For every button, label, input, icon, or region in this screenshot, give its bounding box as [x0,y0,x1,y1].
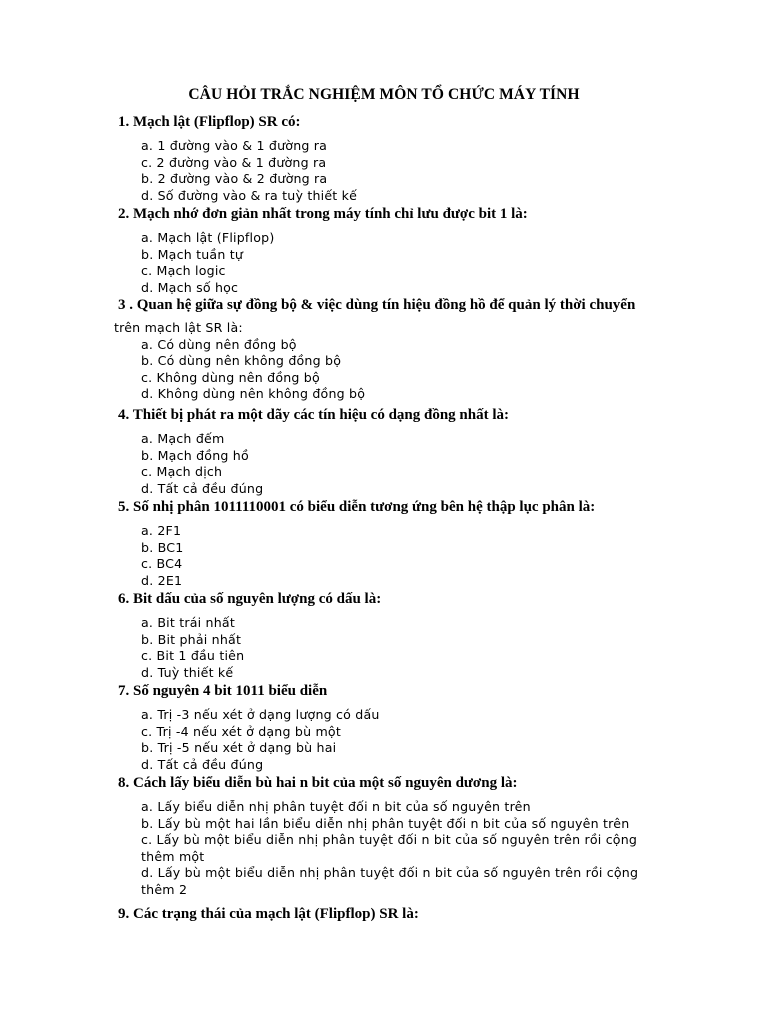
answer-option: b. Mạch đồng hồ [141,447,249,463]
answer-option: d. 2E1 [141,572,183,588]
question-continuation: trên mạch lật SR là: [114,320,243,335]
answer-option: c. Không dùng nên đồng bộ [141,369,320,385]
answer-option: d. Không dùng nên không đồng bộ [141,386,366,402]
answer-option: c. Trị -4 nếu xét ở dạng bù một [141,723,341,739]
answer-option: b. Lấy bù một hai lần biểu diễn nhị phân tuyệt đối n bit của số nguyên trên [141,815,630,831]
question-text: 6. Bit dấu của số nguyên lượng có dấu là: [118,591,382,607]
question-text: 4. Thiết bị phát ra một dãy các tín hiệu có dạng đồng nhất là: [118,407,510,423]
answer-option: a. 1 đường vào & 1 đường ra [141,138,328,153]
answer-option: d. Lấy bù một biểu diễn nhị phân tuyệt đối n bit của số nguyên trên rồi cộng thêm 2 [141,865,639,897]
question-1 [0,113,768,204]
question-text: 9. Các trạng thái của mạch lật (Flipflop) SR là: [118,906,419,922]
answer-option: a. 2F1 [141,523,182,538]
answer-option: b. Mạch tuần tự [141,246,244,262]
answer-option: d. Mạch số học [141,279,239,295]
question-text: 5. Số nhị phân 1011110001 có biểu diễn tương ứng bên hệ thập lục phân là: [118,499,596,515]
answer-option: b. Trị -5 nếu xét ở dạng bù hai [141,740,337,756]
question-text: 1. Mạch lật (Flipflop) SR có: [118,114,301,130]
answer-option: c. Mạch logic [141,263,226,279]
answer-option: b. BC1 [141,539,184,555]
document-title: CÂU HỎI TRẮC NGHIỆM MÔN TỔ CHỨC MÁY TÍNH [188,86,580,103]
question-5 [0,498,768,589]
answer-option: d. Số đường vào & ra tuỳ thiết kế [141,187,358,203]
answer-option: b. Bit phải nhất [141,631,242,647]
question-6 [0,590,768,681]
answer-option: c. BC4 [141,556,183,572]
question-3 [0,296,768,403]
question-text: 7. Số nguyên 4 bit 1011 biểu diễn [118,683,328,699]
question-text: 8. Cách lấy biểu diễn bù hai n bit của một số nguyên dương là: [118,775,518,791]
answer-option: c. 2 đường vào & 1 đường ra [141,154,327,170]
question-text: 3 . Quan hệ giữa sự đồng bộ & việc dùng tín hiệu đồng hồ để quản lý thời chuyển [118,297,636,313]
answer-option: b. 2 đường vào & 2 đường ra [141,171,328,187]
answer-option: b. Có dùng nên không đồng bộ [141,353,342,369]
answer-option: a. Lấy biểu diễn nhị phân tuyệt đối n bit của số nguyên trên [141,799,531,814]
answer-option: d. Tuỳ thiết kế [141,664,234,680]
question-8 [0,774,768,899]
answer-option: a. Mạch đếm [141,431,225,446]
answer-option: c. Lấy bù một biểu diễn nhị phân tuyệt đối n bit của số nguyên trên rồi cộng thêm một [141,832,638,864]
question-text: 2. Mạch nhớ đơn giản nhất trong máy tính chỉ lưu được bit 1 là: [118,206,528,222]
answer-option: d. Tất cả đều đúng [141,480,264,496]
question-4 [0,406,768,497]
answer-option: a. Bit trái nhất [141,615,235,630]
answer-option: c. Mạch dịch [141,464,223,480]
answer-option: a. Trị -3 nếu xét ở dạng lượng có dấu [141,707,380,722]
question-9 [0,905,768,923]
answer-option: a. Mạch lật (Flipflop) [141,230,275,245]
answer-option: c. Bit 1 đầu tiên [141,648,245,664]
question-7 [0,682,768,773]
question-2 [0,205,768,296]
answer-option: d. Tất cả đều đúng [141,756,264,772]
answer-option: a. Có dùng nên đồng bộ [141,336,297,352]
